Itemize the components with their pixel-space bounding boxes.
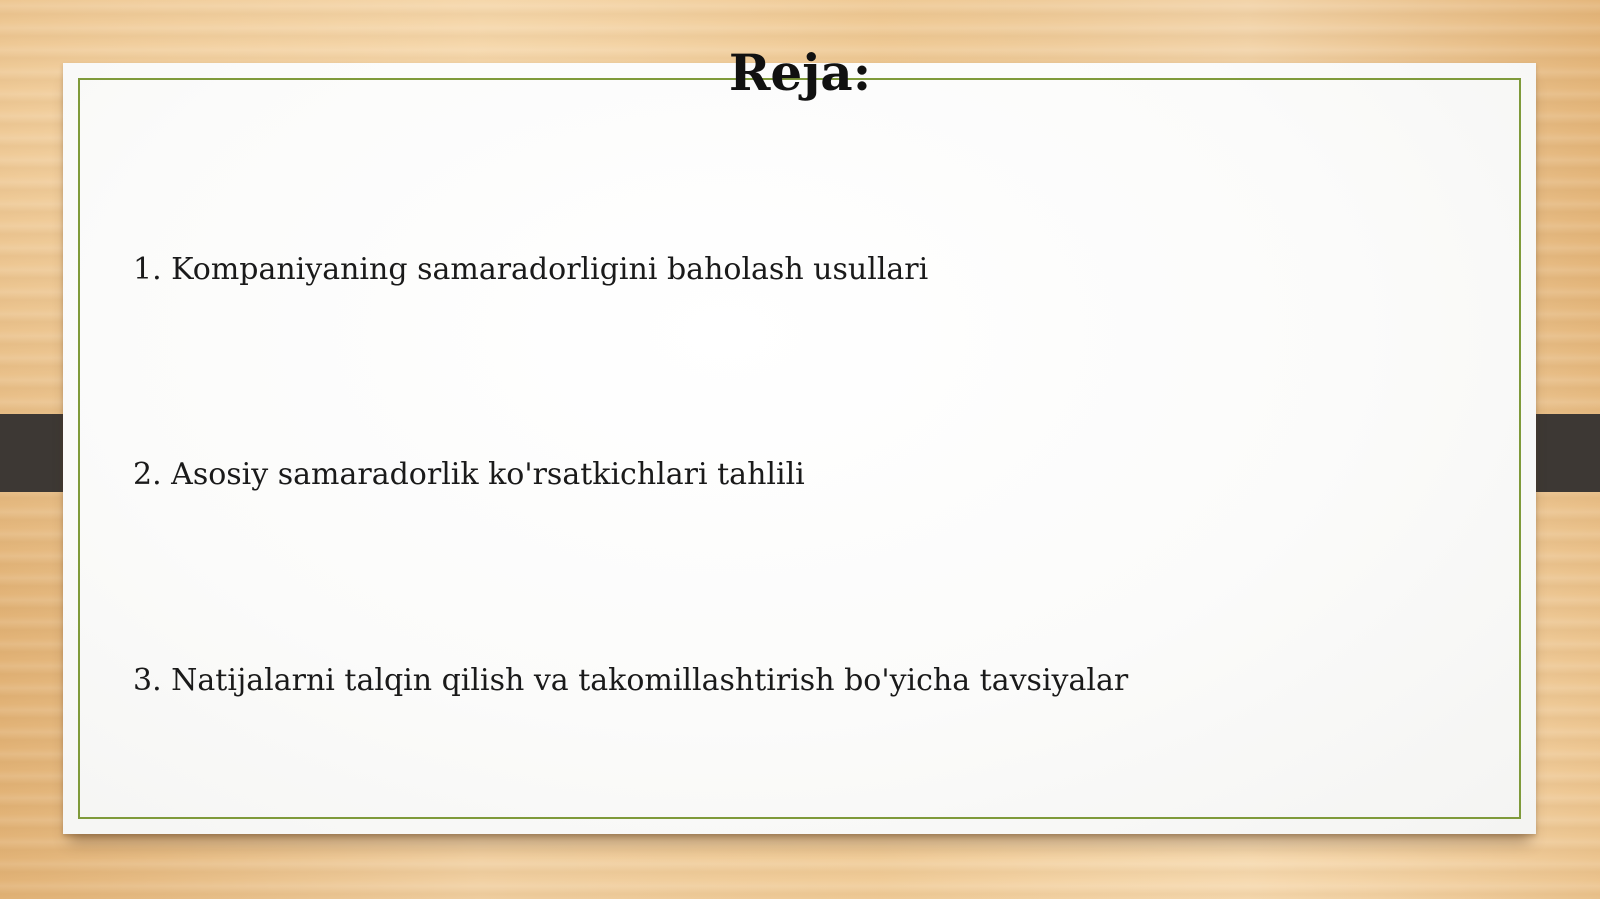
slide-border	[78, 78, 1521, 819]
plan-item-3: 3. Natijalarni talqin qilish va takomillashtirish bo'yicha tavsiyalar	[133, 663, 1129, 698]
plan-item-1: 1. Kompaniyaning samaradorligini baholash usullari	[133, 252, 929, 287]
plan-item-2: 2. Asosiy samaradorlik ko'rsatkichlari tahlili	[133, 457, 805, 492]
slide-title: Reja:	[728, 43, 872, 102]
slide-paper	[63, 63, 1536, 834]
